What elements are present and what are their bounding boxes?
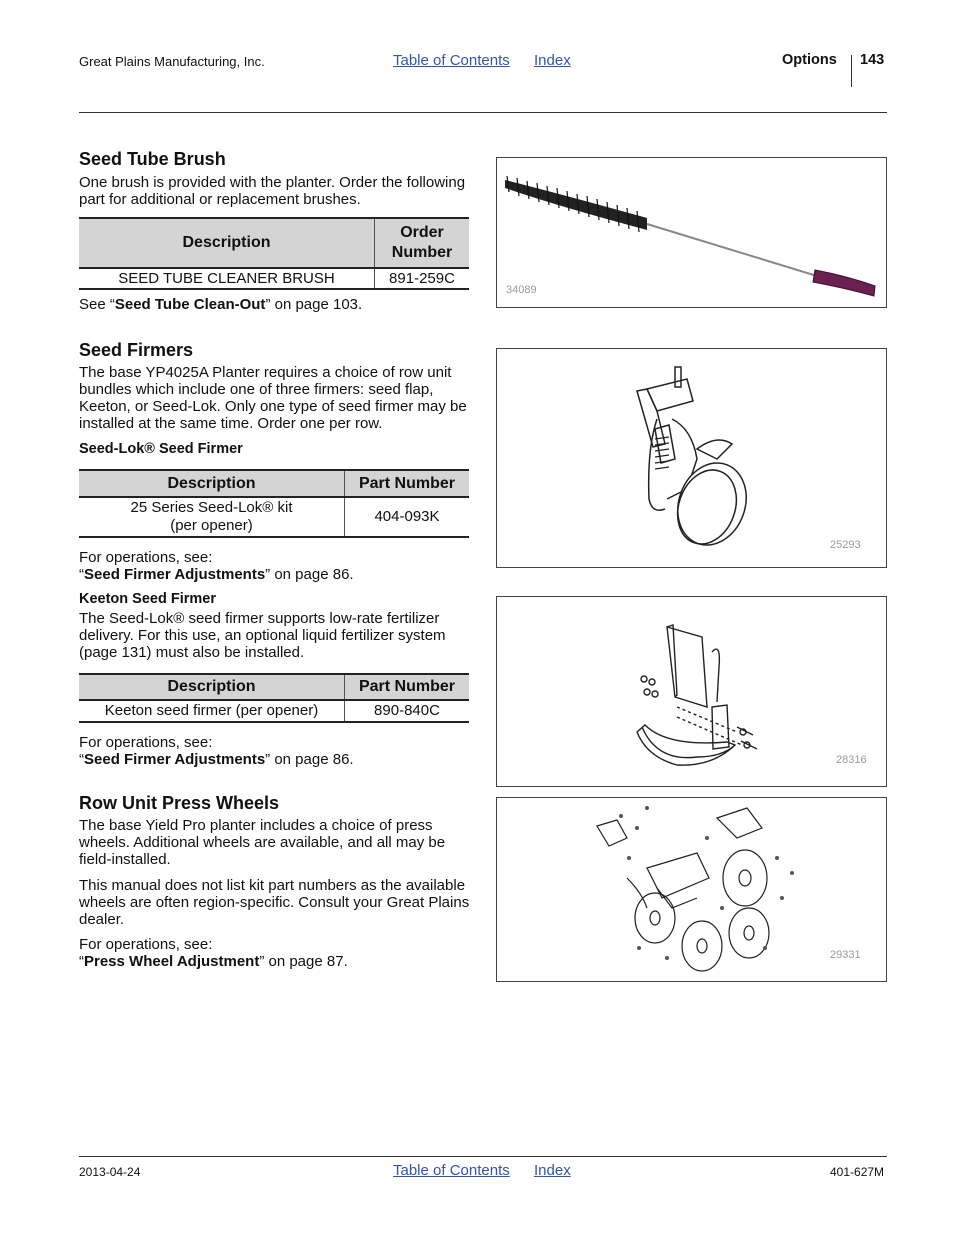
seedlok-operations-ref: For operations, see: “Seed Firmer Adjustments” on page 86. <box>79 549 354 583</box>
seed-tube-brush-intro: One brush is provided with the planter. Order the following part for additional or replacement brushes. <box>79 174 466 208</box>
figure-number: 25293 <box>830 539 861 551</box>
col-part-number: Part Number <box>345 470 470 497</box>
col-description: Description <box>79 470 345 497</box>
seed-firmers-heading: Seed Firmers <box>79 340 194 360</box>
keeton-firmer-illustration <box>497 597 886 786</box>
section-title: Options <box>782 52 837 68</box>
seedlok-subheading: Seed-Lok® Seed Firmer <box>79 441 243 457</box>
header-divider <box>851 55 852 87</box>
toc-link[interactable]: Table of Contents <box>393 52 510 69</box>
seedlok-parts-table <box>79 469 469 538</box>
footer-rule <box>79 1156 887 1157</box>
brush-cross-reference: See “Seed Tube Clean-Out” on page 103. <box>79 296 363 313</box>
seed-tube-brush-heading: Seed Tube Brush <box>79 149 226 169</box>
table-row <box>79 268 469 289</box>
keeton-figure <box>496 596 887 787</box>
header-rule <box>79 112 887 113</box>
company-name: Great Plains Manufacturing, Inc. <box>79 54 265 69</box>
cell-description: 25 Series Seed-Lok® kit (per opener) <box>130 499 293 534</box>
cell-description: Keeton seed firmer (per opener) <box>104 702 319 719</box>
col-description: Description <box>79 218 375 268</box>
brush-figure <box>496 157 887 308</box>
document-number: 401-627M <box>830 1165 885 1179</box>
keeton-parts-table <box>79 673 469 723</box>
table-row <box>79 700 469 722</box>
press-wheels-figure <box>496 797 887 982</box>
keeton-intro: The Seed-Lok® seed firmer supports low-rate fertilizer delivery. For this use, an optional liquid fertilizer system (page 131) must also be installed. <box>79 610 446 661</box>
brush-parts-table <box>79 217 469 290</box>
press-wheels-illustration <box>497 798 886 981</box>
seed-firmers-intro: The base YP4025A Planter requires a choice of row unit bundles which include one of three firmers: seed flap, Keeton, or Seed-Lok. Only one type of seed firmer may be installed at the same time. Order one per row. <box>79 364 467 432</box>
seedlok-figure <box>496 348 887 568</box>
table-row <box>79 497 469 537</box>
cell-part-number: 890-840C <box>345 700 470 722</box>
footer-toc-link[interactable]: Table of Contents <box>393 1162 510 1179</box>
col-order-number: Order Number <box>375 218 470 268</box>
press-wheels-heading: Row Unit Press Wheels <box>79 793 280 813</box>
press-wheels-para1: The base Yield Pro planter includes a choice of press wheels. Additional wheels are available, and all may be field-installed. <box>79 817 446 868</box>
figure-number: 28316 <box>836 754 867 766</box>
col-description: Description <box>79 674 345 700</box>
col-part-number: Part Number <box>345 674 470 700</box>
figure-number: 29331 <box>830 949 861 961</box>
cell-part-number: 404-093K <box>345 497 470 537</box>
cell-part-number: 891-259C <box>375 268 470 289</box>
keeton-subheading: Keeton Seed Firmer <box>79 591 216 607</box>
cell-description: SEED TUBE CLEANER BRUSH <box>118 269 335 287</box>
seedlok-firmer-illustration <box>497 349 886 567</box>
footer-date: 2013-04-24 <box>79 1165 141 1179</box>
press-wheels-operations-ref: For operations, see: “Press Wheel Adjustment” on page 87. <box>79 936 348 970</box>
index-link[interactable]: Index <box>534 52 571 69</box>
footer-index-link[interactable]: Index <box>534 1162 571 1179</box>
page-number: 143 <box>860 52 885 68</box>
seed-tube-brush-illustration <box>497 158 886 307</box>
press-wheels-para2: This manual does not list kit part numbers as the available wheels are often region-specific. Consult your Great Plains dealer. <box>79 877 470 928</box>
figure-number: 34089 <box>506 284 537 296</box>
keeton-operations-ref: For operations, see: “Seed Firmer Adjustments” on page 86. <box>79 734 354 768</box>
